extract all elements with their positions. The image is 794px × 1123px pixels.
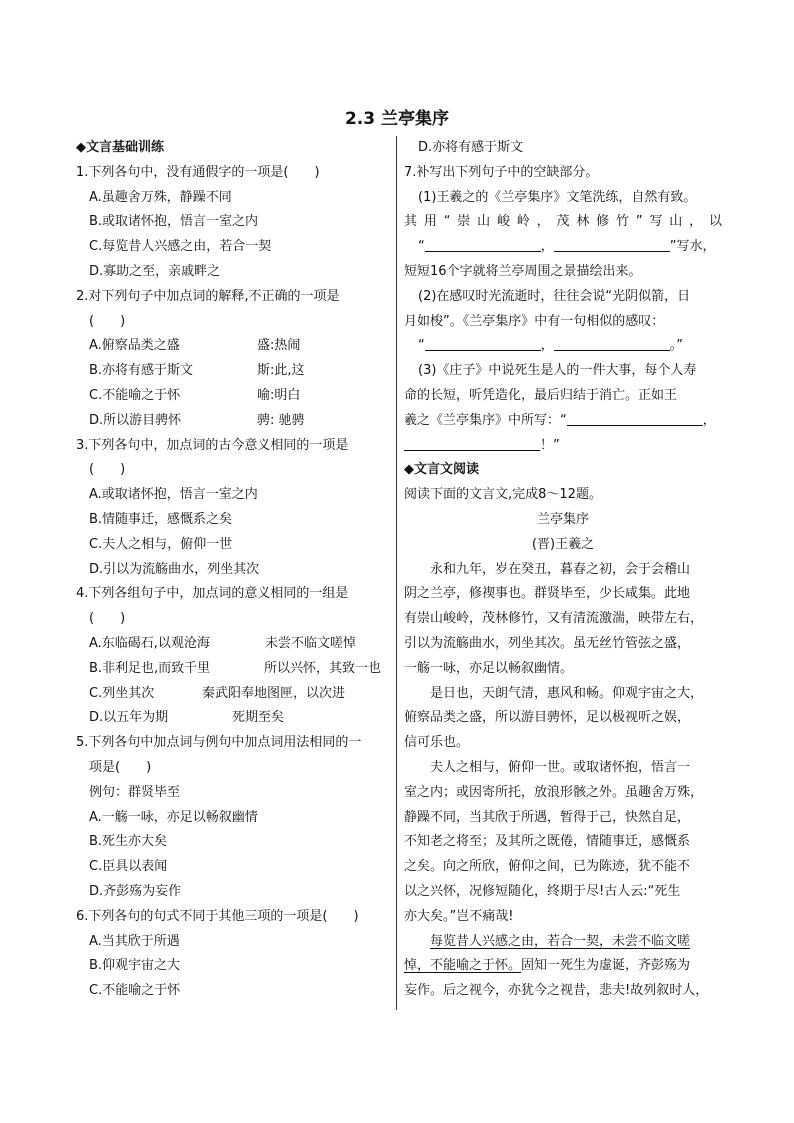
answer-blank[interactable] <box>554 336 670 351</box>
passage-line: 是日也，天朗气清，惠风和畅。仰观宇宙之大， <box>430 685 704 701</box>
q5-option-c: C.臣具以表闻 <box>89 859 168 875</box>
q3-option-d: D.引以为流觞曲水，列坐其次 <box>89 561 260 577</box>
passage-line: 不知老之将至；及其所之既倦，情随事迁，感慨系 <box>404 834 691 850</box>
q6-option-d: D.亦将有感于斯文 <box>418 140 524 155</box>
passage-line: 引以为流觞曲水，列坐其次。虽无丝竹管弦之盛， <box>404 635 691 651</box>
q1-option-c: C.每览昔人兴感之由，若合一契 <box>89 239 272 255</box>
q7-part1-line1: (1)王羲之的《兰亭集序》文笔洗练，自然有致。 <box>418 189 697 205</box>
q7-part2-line2: 月如梭”。《兰亭集序》中有一句相似的感叹： <box>404 313 665 329</box>
page-title: 2.3 兰亭集序 <box>344 109 450 129</box>
q1-option-d: D.寡助之至，亲戚畔之 <box>89 263 221 279</box>
answer-blank[interactable] <box>425 237 541 252</box>
q6-stem: 6.下列各句的句式不同于其他三项的一项是( ) <box>76 908 359 924</box>
q4-option-d: D.以五年为期 死期至矣 <box>89 710 285 726</box>
q7-part3-line4: ！” <box>404 434 722 459</box>
q6-option-a: A.当其欣于所遇 <box>89 933 180 949</box>
answer-blank[interactable] <box>425 336 541 351</box>
q7-part2-line1: (2)在感叹时光流逝时，往往会说“光阴似箭，日 <box>418 288 691 304</box>
answer-blank[interactable] <box>567 411 703 426</box>
passage-line: 静躁不同，当其欣于所遇，暂得于己，快然自足， <box>404 809 691 825</box>
q1-stem: 1.下列各句中，没有通假字的一项是( ) <box>76 164 320 180</box>
passage-line-underlined: 悼，不能喻之于怀。固知一死生为虚诞，齐彭殇为 <box>404 958 691 974</box>
section-heading-reading: ◆文言文阅读 <box>404 462 479 478</box>
q7-part3-line2: 命的长短，听凭造化，最后归结于消亡。正如王 <box>404 387 678 403</box>
q6-option-b: B.仰观宇宙之大 <box>89 958 181 974</box>
q4-stem-paren: ( ) <box>89 611 126 627</box>
passage-author: (晋)王羲之 <box>531 536 595 552</box>
passage-line: 室之内；或因寄所托，放浪形骸之外。虽趣舍万殊， <box>404 784 704 800</box>
q5-option-b: B.死生亦大矣 <box>89 834 168 850</box>
q2-stem: 2.对下列句子中加点词的解释,不正确的一项是 <box>76 288 340 304</box>
passage-line: 妄作。后之视今，亦犹今之视昔，悲夫!故列叙时人， <box>404 983 709 999</box>
passage-line: 信可乐也。 <box>404 735 470 751</box>
reading-intro: 阅读下面的文言文,完成8～12题。 <box>404 487 602 503</box>
q6-option-c: C.不能喻之于怀 <box>89 983 181 999</box>
left-column <box>76 136 388 1004</box>
answer-blank[interactable] <box>404 436 540 451</box>
passage-line-underlined: 每览昔人兴感之由，若合一契，未尝不临文嗟 <box>430 933 691 949</box>
passage-title: 兰亭集序 <box>536 511 589 527</box>
passage-line: 之矣。向之所欣，俯仰之间，已为陈迹，犹不能不 <box>404 859 691 875</box>
q3-option-a: A.或取诸怀抱，悟言一室之内 <box>89 487 258 503</box>
q5-example: 例句：群贤毕至 <box>89 784 181 800</box>
q7-part3-line3: 羲之《兰亭集序》中所写：“ ， <box>404 412 716 428</box>
q2-option-a: A.俯察品类之盛 盛:热闹 <box>89 338 301 354</box>
right-column <box>404 136 722 1004</box>
q2-option-c: C.不能喻之于怀 喻:明白 <box>89 387 301 403</box>
q2-option-b: B.亦将有感于斯文 斯:此,这 <box>89 363 305 379</box>
q1-option-b: B.或取诸怀抱，悟言一室之内 <box>89 214 259 230</box>
q4-stem: 4.下列各组句子中，加点词的意义相同的一组是 <box>76 586 349 602</box>
q7-part1-line2: 其用“崇山峻岭，茂林修竹”写山，以 <box>404 214 722 230</box>
passage-line: 有崇山峻岭，茂林修竹，又有清流激湍，映带左右， <box>404 611 704 627</box>
q1-option-a: A.虽趣舍万殊，静躁不同 <box>89 189 232 205</box>
q5-option-a: A.一觞一咏，亦足以畅叙幽情 <box>89 809 258 825</box>
q4-option-b: B.非利足也,而致千里 所以兴怀，其致一也 <box>89 660 382 676</box>
q3-option-c: C.夫人之相与，俯仰一世 <box>89 536 233 552</box>
section-heading-basics: ◆文言基础训练 <box>76 140 164 155</box>
q3-stem-paren: ( ) <box>89 462 126 478</box>
q5-option-d: D.齐彭殇为妄作 <box>89 883 182 899</box>
q5-stem-cont: 项是( ) <box>89 759 152 775</box>
q2-stem-paren: ( ) <box>89 313 126 329</box>
passage-line: 永和九年，岁在癸丑，暮春之初，会于会稽山 <box>430 561 691 577</box>
column-divider <box>396 136 397 1010</box>
q5-stem: 5.下列各句中加点词与例句中加点词用法相同的一 <box>76 735 362 751</box>
q7-stem: 7.补写出下列句子中的空缺部分。 <box>404 164 599 180</box>
q3-option-b: B.情随事迁，感慨系之矣 <box>89 511 233 527</box>
passage-line: 夫人之相与，俯仰一世。或取诸怀抱，悟言一 <box>430 759 691 775</box>
passage-line: 阴之兰亭，修禊事也。群贤毕至，少长咸集。此地 <box>404 586 691 602</box>
passage-line: 亦大矣。”岂不痛哉! <box>404 908 514 924</box>
q4-option-c: C.列坐其次 秦武阳奉地图匣，以次进 <box>89 685 346 701</box>
q7-part1-line4: 短短16个字就将兰亭周围之景描绘出来。 <box>404 263 642 279</box>
q7-part3-line1: (3)《庄子》中说死生是人的一件大事，每个人寿 <box>418 363 697 379</box>
answer-blank[interactable] <box>554 237 670 252</box>
q3-stem: 3.下列各句中，加点词的古今意义相同的一项是 <box>76 437 349 453</box>
passage-line: 一觞一咏，亦足以畅叙幽情。 <box>404 660 574 676</box>
q7-part1-blanks: “ ， ”写水， <box>418 239 716 255</box>
passage-line: 以之兴怀，况修短随化，终期于尽!古人云:“死生 <box>404 883 681 899</box>
passage-line: 俯察品类之盛，所以游目骋怀，足以极视听之娱， <box>404 710 691 726</box>
q7-part2-blanks: “ ， 。” <box>418 338 684 354</box>
q4-option-a: A.东临碣石,以观沧海 未尝不临文嗟悼 <box>89 635 357 651</box>
q2-option-d: D.所以游目骋怀 骋: 驰骋 <box>89 412 305 428</box>
